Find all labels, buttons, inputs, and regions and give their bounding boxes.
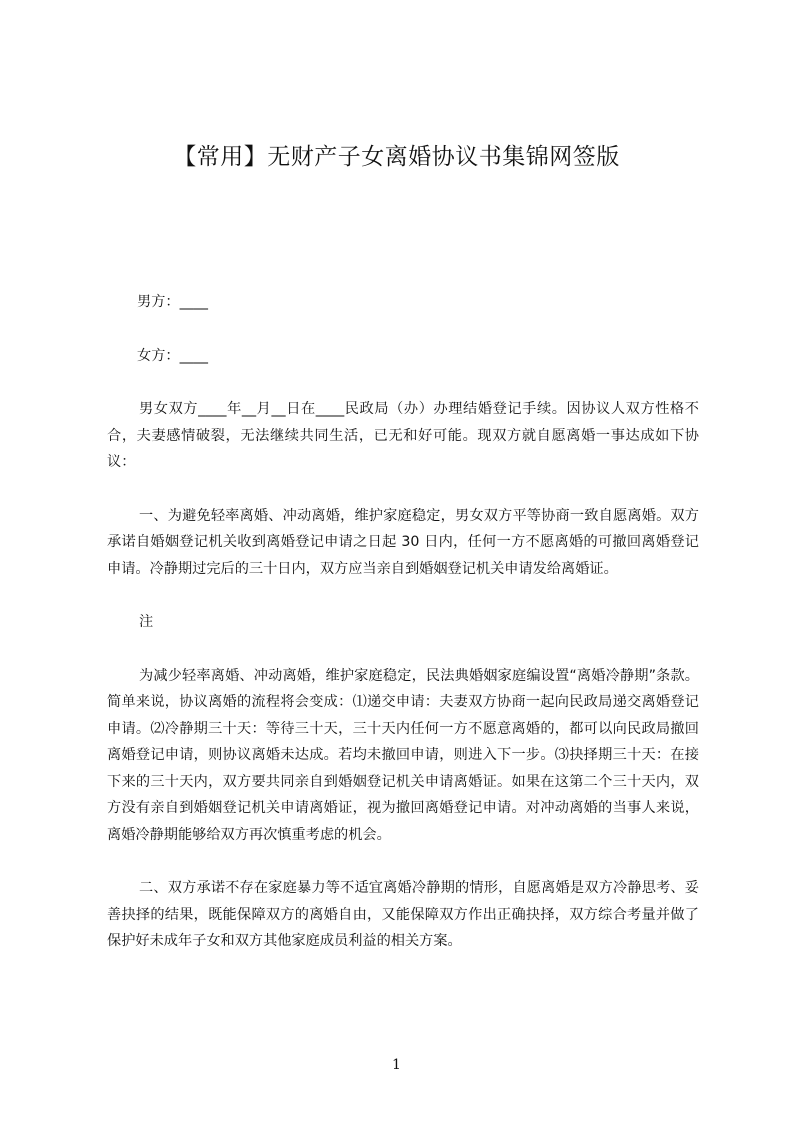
paragraph-gap [107,316,699,343]
paragraph-gap [107,636,699,663]
paragraph-gap [107,848,699,875]
intro-paragraph: 男女双方____年__月__日在____民政局（办）办理结婚登记手续。因协议人双方性格不合，夫妻感情破裂，无法继续共同生活，已无和好可能。现双方就自愿离婚一事达成如下协议： [107,401,699,470]
note-heading: 注 [139,614,154,630]
paragraph-gap [107,476,699,503]
female-party-line: 女方：____ [137,347,208,364]
paragraph-gap [107,582,699,609]
page-number: 1 [392,1057,401,1073]
document-body [107,289,699,955]
document-title: 【常用】无财产子女离婚协议书集锦网签版 [173,144,620,170]
note-paragraph: 为减少轻率离婚、冲动离婚，维护家庭稳定，民法典婚姻家庭编设置“离婚冷静期”条款。简单来说，协议离婚的流程将会变成：⑴递交申请：夫妻双方协商一起向民政局递交离婚登记申请。⑵冷静期三十天：等待三十天，三十天内任何一方不愿意离婚的，都可以向民政局撤回离婚登记申请，则协议离婚未达成。若均未撤回申请，则进入下一步。⑶抉择期三十天：在接下来的三十天内，双方要共同亲自到婚姻登记机关申请离婚证。如果在这第二个三十天内，双方没有亲自到婚姻登记机关申请离婚证，视为撤回离婚登记申请。对冲动离婚的当事人来说，离婚冷静期能够给双方再次慎重考虑的机会。 [107,667,699,843]
clause-two-paragraph: 二、双方承诺不存在家庭暴力等不适宜离婚冷静期的情形，自愿离婚是双方冷静思考、妥善抉择的结果，既能保障双方的离婚自由，又能保障双方作出正确抉择，双方综合考量并做了保护好未成年子女和双方其他家庭成员利益的相关方案。 [107,880,699,949]
clause-one-paragraph: 一、为避免轻率离婚、冲动离婚，维护家庭稳定，男女双方平等协商一致自愿离婚。双方承诺自婚姻登记机关收到离婚登记申请之日起 30 日内，任何一方不愿离婚的可撤回离婚登记申请。冷静期过完后的三十日内，双方应当亲自到婚姻登记机关申请发给离婚证。 [107,507,699,577]
male-party-line: 男方：____ [137,294,208,310]
paragraph-gap [107,369,699,396]
